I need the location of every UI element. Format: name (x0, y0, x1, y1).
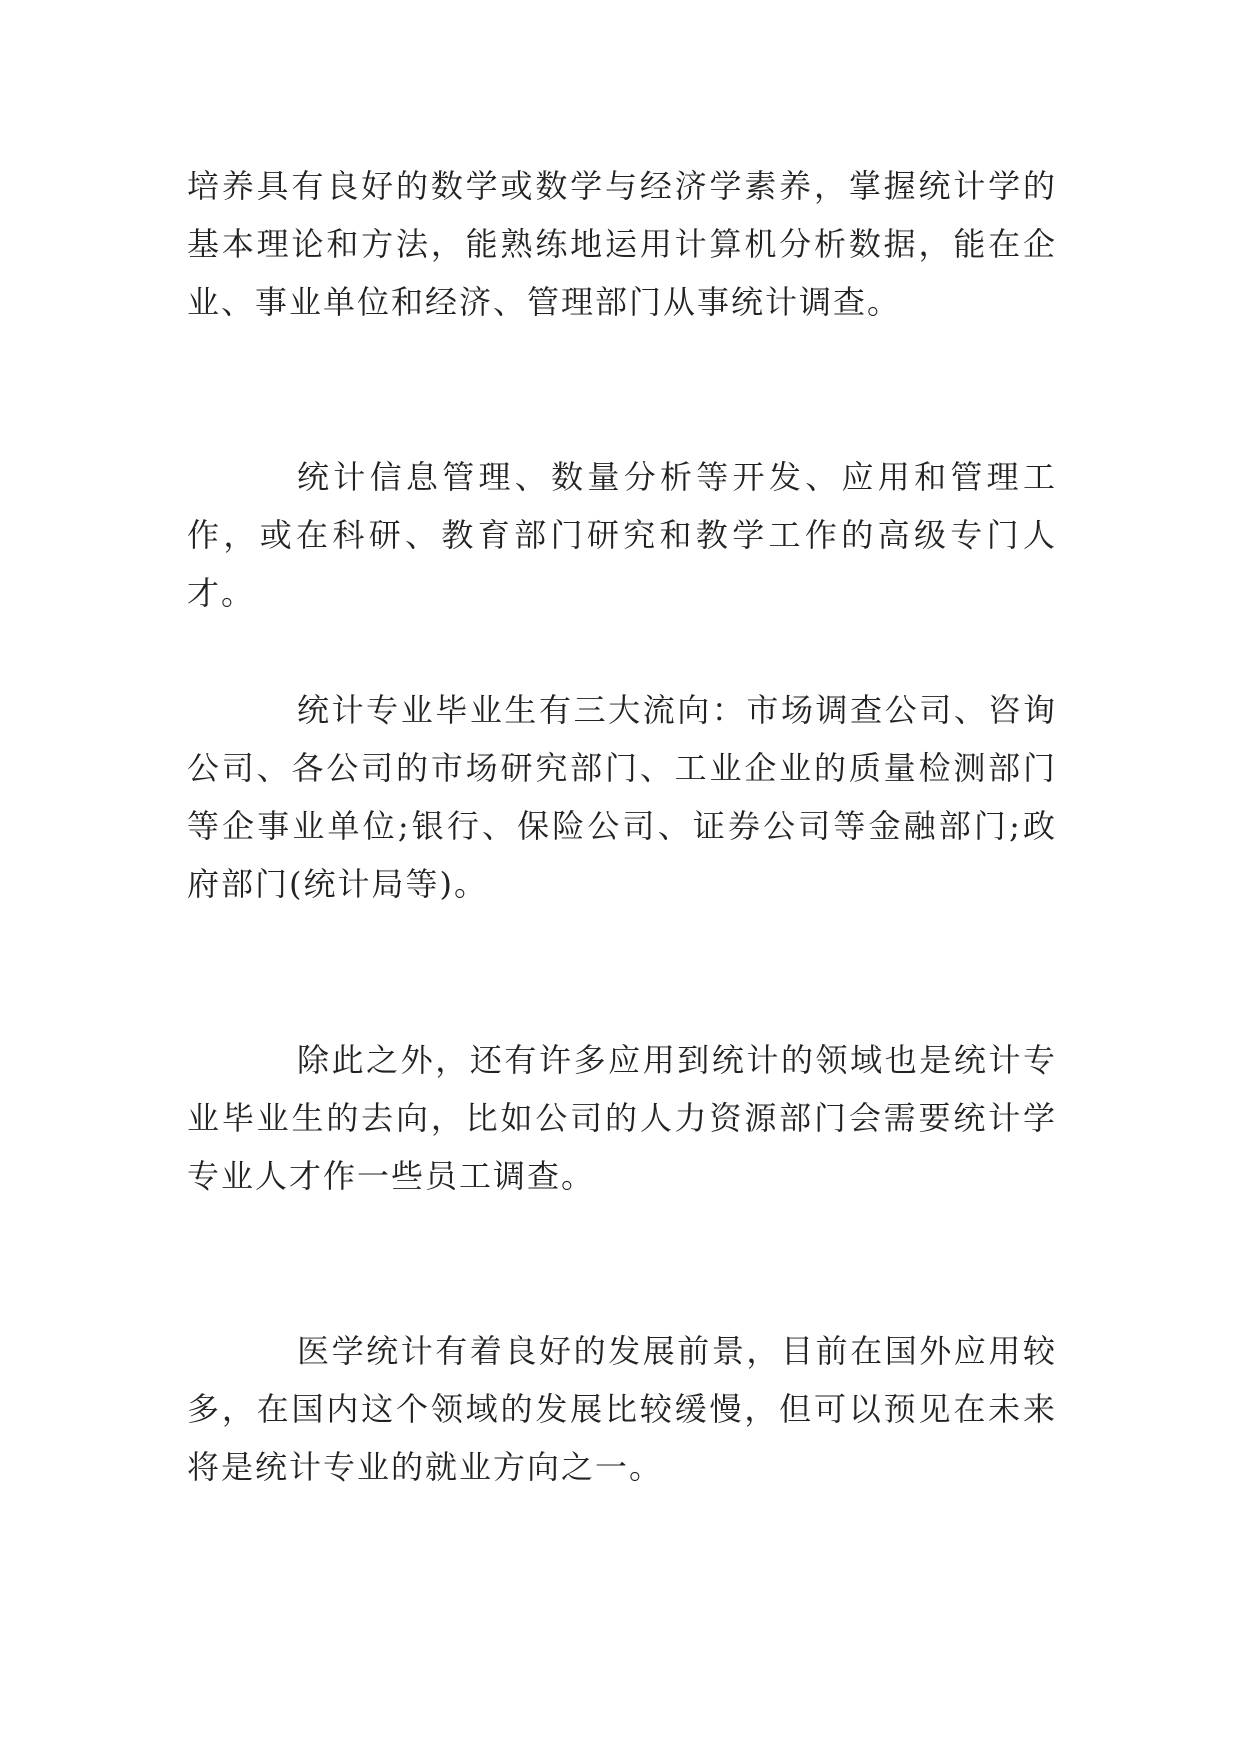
paragraph-other-fields: 除此之外，还有许多应用到统计的领域也是统计专业毕业生的去向，比如公司的人力资源部门会需要统计学专业人才作一些员工调查。 (187, 1041, 1057, 1195)
paragraph-graduate-destinations: 统计专业毕业生有三大流向：市场调查公司、咨询公司、各公司的市场研究部门、工业企业的质量检测部门等企事业单位;银行、保险公司、证券公司等金融部门;政府部门(统计局等)。 (187, 691, 1057, 903)
paragraph-medical-statistics: 医学统计有着良好的发展前景，目前在国外应用较多，在国内这个领域的发展比较缓慢，但可以预见在未来将是统计专业的就业方向之一。 (187, 1332, 1057, 1486)
paragraph-training-goals: 培养具有良好的数学或数学与经济学素养，掌握统计学的基本理论和方法，能熟练地运用计算机分析数据，能在企业、事业单位和经济、管理部门从事统计调查。 (187, 167, 1057, 321)
paragraph-work-scope: 统计信息管理、数量分析等开发、应用和管理工作，或在科研、教育部门研究和教学工作的高级专门人才。 (187, 458, 1057, 612)
